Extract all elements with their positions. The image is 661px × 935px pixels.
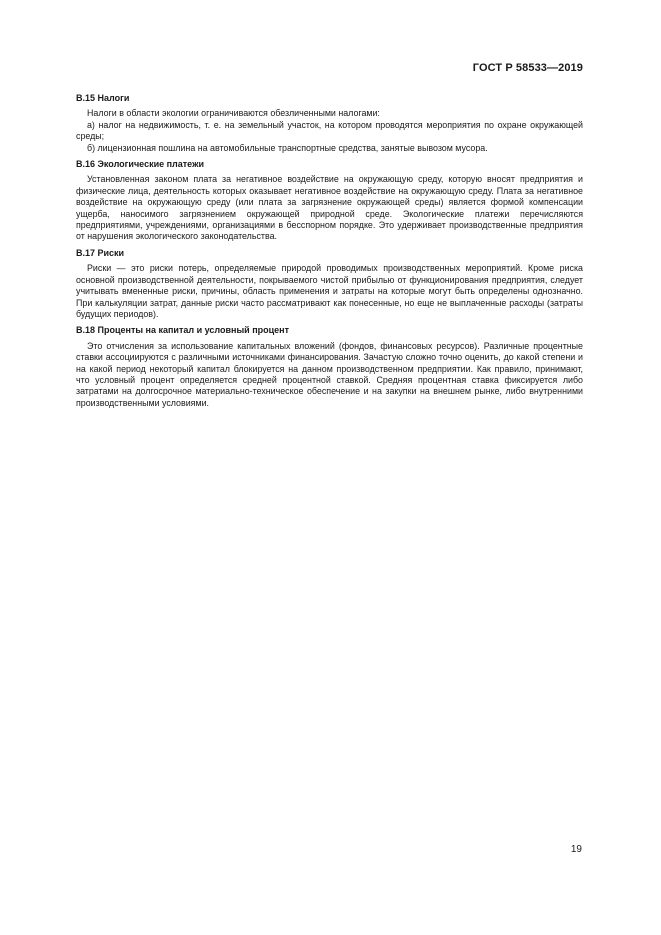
list-item: б) лицензионная пошлина на автомобильные транспортные средства, занятые вывозом мусора.: [87, 142, 488, 153]
section-taxes: [76, 93, 583, 154]
paragraph: Риски — это риски потерь, определяемые природой проводимых производственных мероприятий. Кроме риска основной производственной деятельности, покрываемого чистой прибылью от функционирования предприятия, следует учитывать вмененные риски, причины, область применения и затраты на которые могут быть определены однозначно. При калькуляции затрат, данные риски часто рассматривают как понесенные, но еще не выплаченные расходы (затраты будущих периодов).: [76, 263, 583, 319]
section-title: В.17 Риски: [76, 247, 125, 258]
paragraph: Налоги в области экологии ограничиваются обезличенными налогами:: [87, 108, 380, 119]
section-title: В.16 Экологические платежи: [76, 159, 204, 170]
paragraph: Это отчисления за использование капитальных вложений (фондов, финансовых ресурсов). Различные процентные ставки ассоциируются с различными источниками финансирования. Зачастую сложно точно оценить, до какой степени и на какой период некоторый капитал блокируется на данном производственном предприятии. Как правило, принимают, что условный процент определяется средней процентной ставкой. Средняя процентная ставка фиксируется либо затратами на долгосрочное материально-техническое обеспечение и на закупки на внешнем рынке, либо внутренними производственными условиями.: [76, 340, 583, 408]
section-risks: [76, 248, 583, 320]
document-header-code: ГОСТ Р 58533—2019: [472, 62, 583, 74]
list-item: а) налог на недвижимость, т. е. на земельный участок, на котором проводятся мероприятия по охране окружающей среды;: [76, 119, 583, 142]
section-ecological-payments: [76, 159, 583, 243]
section-title: В.15 Налоги: [76, 93, 130, 103]
document-body: [76, 93, 583, 414]
paragraph: Установленная законом плата за негативное воздействие на окружающую среду, которую вносят предприятия и физические лица, деятельность которых оказывает негативное воздействие на окружающую среду. Плата за негативное воздействие на окружающую среду (или плата за загрязнение окружающей среды) является формой компенсации ущерба, наносимого загрязнением окружающей природной среде. Экологические платежи перечисляются предприятиями, учреждениями, организациями в бесспорном порядке. Это удерживает производственные предприятия от нарушения экологического законодательства.: [76, 174, 583, 242]
section-title: В.18 Проценты на капитал и условный процент: [76, 325, 290, 336]
section-capital-interest: [76, 325, 583, 409]
page-number: 19: [570, 844, 582, 855]
